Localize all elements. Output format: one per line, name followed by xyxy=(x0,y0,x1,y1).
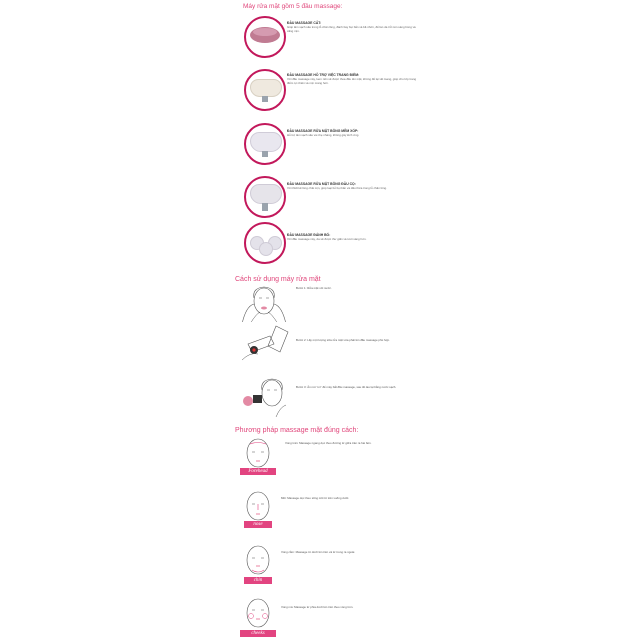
cheeks-text: Vùng má: Massage từ phía dưới lên trên theo vòng tròn. xyxy=(281,605,354,609)
step-1-text: Bước 1: Rửa mặt với nước. xyxy=(296,286,332,290)
massage-roller-head-image xyxy=(244,222,286,264)
head-title-1: ĐẦU MASSAGE CẤT: xyxy=(287,21,322,25)
chin-illustration xyxy=(236,544,280,584)
technique-section-title: Phương pháp massage mặt đúng cách: xyxy=(235,427,359,434)
sponge-head-image xyxy=(244,123,286,165)
makeup-head-image xyxy=(244,69,286,111)
face-wash-sketch xyxy=(236,284,292,324)
cheeks-illustration xyxy=(236,597,280,637)
usage-section-title: Cách sử dụng máy rửa mặt xyxy=(235,276,321,283)
nose-illustration xyxy=(236,490,280,530)
cheeks-label: cheeks xyxy=(240,630,276,637)
heads-section-title: Máy rửa mặt gồm 5 đầu massage: xyxy=(243,3,343,10)
nose-text: Mũi: Massage dọc theo sống mũi từ trên xuống dưới. xyxy=(281,496,350,500)
cleansing-head-image xyxy=(244,16,286,58)
step-1-illustration xyxy=(236,284,292,324)
nose-label: nose xyxy=(244,521,272,528)
head-title-3: ĐẦU MASSAGE RỬA MẶT BÔNG MỀM XỐP: xyxy=(287,129,359,133)
head-desc-5: Với đầu massage này, da sẽ được thư giãn và tươi sáng hơn. xyxy=(287,237,367,241)
step-3-illustration xyxy=(236,377,292,417)
step-3-text: Bước 3: Ấn nút "on" để máy bắt đầu massage, sau đó lau lại bằng nước sạch. xyxy=(296,385,397,389)
head-desc-2: Với đầu massage này, kem nền sẽ được thoa đều lên mặt, không để lại vết loang, giúp cho lớp trang điểm tự nhiên và mịn màng hơn. xyxy=(287,77,417,85)
chin-text: Vùng cằm: Massage từ dưới lên trên và từ trong ra ngoài. xyxy=(281,550,356,554)
forehead-illustration xyxy=(236,437,280,477)
step-2-illustration xyxy=(236,322,292,362)
head-desc-1: Giúp làm sạch sâu trong lỗ chân lông, đánh bay bụi bẩn và bã nhờn, để làn da trở nên sáng bóng và căng mịn. xyxy=(287,25,416,33)
head-desc-4: Với thiết kế lông chải mịn, giúp loại bỏ bụi bẩn và dầu thừa trong lỗ chân lông. xyxy=(287,186,387,190)
head-title-2: ĐẦU MASSAGE HỖ TRỢ VIỆC TRANG ĐIỂM: xyxy=(287,73,360,77)
step-2-text: Bước 2: Lấy một lượng sữa rửa mặt vừa phải lên đầu massage phù hợp. xyxy=(296,338,390,342)
forehead-text: Vùng trán: Massage ngang dọc theo đường từ giữa trán ra hai bên. xyxy=(285,441,372,445)
device-use-sketch xyxy=(236,377,292,417)
forehead-label: Forehead xyxy=(240,468,276,475)
head-title-4: ĐẦU MASSAGE RỬA MẶT BÔNG ĐẦU CỌ: xyxy=(287,182,356,186)
head-title-5: ĐẦU MASSAGE ĐÁNH BÓ: xyxy=(287,233,331,237)
bristle-head-image xyxy=(244,176,286,218)
chin-label: chin xyxy=(244,577,272,584)
device-sketch xyxy=(236,322,292,362)
head-desc-3: Hỗ trợ làm sạch sâu và nhẹ nhàng, không gây kích ứng. xyxy=(287,133,360,137)
